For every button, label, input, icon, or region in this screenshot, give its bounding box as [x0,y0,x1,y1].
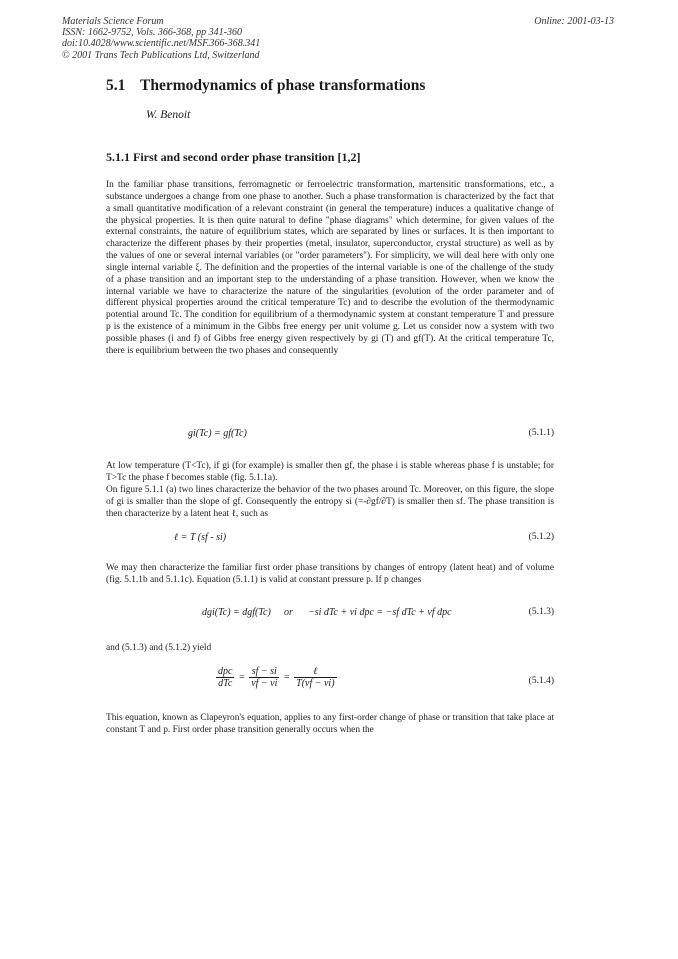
equation-number: (5.1.2) [528,532,554,542]
equation-number: (5.1.3) [528,607,554,617]
rhs-numerator: ℓ [294,666,336,678]
online-date: Online: 2001-03-13 [534,16,614,27]
paragraph-figure: On figure 5.1.1 (a) two lines characterize the behavior of the two phases around Tc. Moreover, on this figure, the slope of gi is smaller than the slope of gf. Consequently the entropy si (=-∂gf/∂T) is smaller then sf. The phase transition is then characterize by a latent heat ℓ, such as [106,485,554,519]
mid-fraction [249,666,279,689]
paragraph-first-order: We may then characterize the familiar first order phase transitions by changes of entropy (latent heat) and of volume (fig. 5.1.1b and 5.1.1c). Equation (5.1.1) is valid at constant pressure p. If p changes [106,563,554,585]
paragraph-stability: At low temperature (T<Tc), if gi (for example) is smaller then gf, the phase i is stable whereas phase f is unstable; for T>Tc the phase f becomes stable (fig. 5.1.1a). [106,461,554,483]
equation-5-1-2 [106,532,554,548]
section-title-text: Thermodynamics of phase transformations [140,77,426,94]
lhs-denominator: dTc [218,678,233,689]
equation-5-1-4 [106,666,554,700]
equation-number: (5.1.1) [528,428,554,438]
rhs-denominator: T(vf − vi) [296,678,335,689]
section-title [106,77,425,95]
equation-text: ℓ = T (sf - si) [174,532,227,543]
issn-line: ISSN: 1662-9752, Vols. 366-368, pp 341-360 [62,27,242,39]
paragraph-yield: and (5.1.3) and (5.1.2) yield [106,643,212,653]
equation-text: gi(Tc) = gf(Tc) [188,428,247,439]
paragraph-clapeyron: This equation, known as Clapeyron's equation, applies to any first-order change of phase or transition that take place at constant T and p. First order phase transition generally occurs when the [106,713,554,735]
section-number: 5.1 [106,77,126,94]
equation-or: or [284,607,293,618]
mid-denominator: vf − vi [251,678,278,689]
journal-name: Materials Science Forum [62,16,164,27]
doi-line: doi:10.4028/www.scientific.net/MSF.366-368.341 [62,38,261,50]
equation-5-1-1 [106,428,554,444]
paragraph-intro: In the familiar phase transitions, ferromagnetic or ferroelectric transformation, martensitic transformations, etc., a substance undergoes a change from one phase to another. Such a phase transformation is characterized by the fact that a small quantitative modification of a relevant constraint (in general the temperature) induces a qualitative change of the physical properties. It is then quite natural to define "phase diagrams" which determine, for given values of the external constraints, the nature of equilibrium states, which are separated by lines or surfaces. It is then important to characterize the different phases by their properties (metal, insulator, superconductor, crystal structure) as well as by the values of one or several internal variables (or "order parameters"). For simplicity, we will deal here with only one single internal variable ξ. The definition and the properties of the internal variable is one of the challenge of the study of a phase transition and an important step to the understanding of a phase transition. However, when we know the internal variable we have to characterize the nature of the singularities (evolution of the order parameter and of different physical properties around the critical temperature Tc) and to describe the evolution of the thermodynamic potential around Tc. The condition for equilibrium of a thermodynamic system at constant temperature T and pressure p is the existence of a minimum in the Gibbs free energy per unit volume g. Let us consider now a system with two possible phases (i and f) of Gibbs free energy given respectively by gi (T) and gf(T). At the critical temperature Tc, there is equilibrium between the two phases and consequently [106,180,554,356]
mid-numerator: sf − si [249,666,279,678]
rhs-fraction [294,666,336,689]
equation-right: −si dTc + vi dpc = −sf dTc + vf dpc [308,607,452,618]
equation-number: (5.1.4) [528,676,554,686]
copyright-line: © 2001 Trans Tech Publications Ltd, Switzerland [62,49,260,61]
equation-5-1-3 [106,607,554,623]
subsection-heading: 5.1.1 First and second order phase transition [1,2] [106,150,361,164]
equation-left: dgi(Tc) = dgf(Tc) [202,607,271,618]
equals-sign: = [283,672,291,683]
author: W. Benoit [146,109,191,121]
clapeyron-equation [216,666,337,689]
journal-header [62,16,260,61]
lhs-fraction [216,666,234,689]
lhs-numerator: dpc [218,666,233,677]
equals-sign: = [238,672,246,683]
